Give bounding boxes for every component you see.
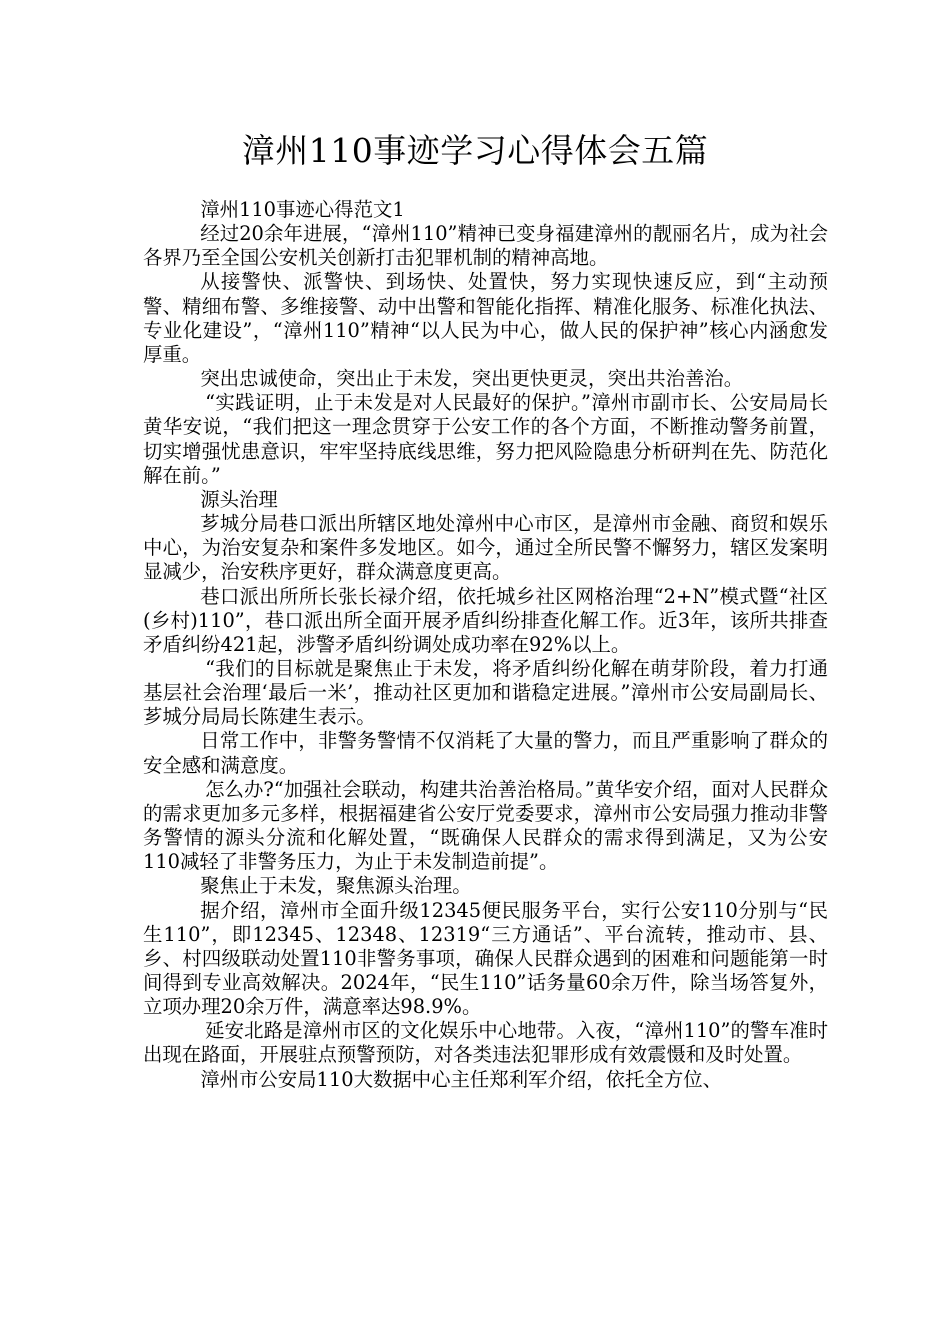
paragraph: 漳州市公安局110大数据中心主任郑利军介绍，依托全方位、 bbox=[200, 1067, 722, 1091]
paragraph: 突出忠诚使命，突出止于未发，突出更快更灵，突出共治善治。 bbox=[200, 367, 744, 391]
document-body bbox=[143, 198, 828, 1092]
paragraph: “实践证明，止于未发是对人民最好的保护。”漳州市副市长、公安局局长黄华安说，“我们把这一理念贯穿于公安工作的各个方面，不断推动警务前置，切实增强忧患意识，牢牢坚持底线思维，努力把风险隐患分析研判在先、防范化解在前。” bbox=[143, 391, 828, 487]
paragraph: 芗城分局巷口派出所辖区地处漳州中心市区，是漳州市金融、商贸和娱乐中心，为治安复杂和案件多发地区。如今，通过全所民警不懈努力，辖区发案明显减少，治安秩序更好，群众满意度更高。 bbox=[143, 512, 828, 584]
paragraph: 巷口派出所所长张长禄介绍，依托城乡社区网格治理“2+N”模式暨“社区(乡村)110”，巷口派出所全面开展矛盾纠纷排查化解工作。近3年，该所共排查矛盾纠纷421起，涉警矛盾纠纷调处成功率在92%以上。 bbox=[143, 584, 828, 656]
paragraph: 聚焦止于未发，聚焦源头治理。 bbox=[200, 874, 472, 898]
paragraph: 怎么办?“加强社会联动，构建共治善治格局。”黄华安介绍，面对人民群众的需求更加多元多样，根据福建省公安厅党委要求，漳州市公安局强力推动非警务警情的源头分流和化解处置，“既确保人民群众的需求得到满足，又为公安110减轻了非警务压力，为止于未发制造前提”。 bbox=[143, 777, 828, 874]
paragraph: 经过20余年进展，“漳州110”精神已变身福建漳州的靓丽名片，成为社会各界乃至全国公安机关创新打击犯罪机制的精神高地。 bbox=[143, 222, 828, 270]
paragraph: “我们的目标就是聚焦止于未发，将矛盾纠纷化解在萌芽阶段，着力打通基层社会治理‘最后一米’，推动社区更加和谐稳定进展。”漳州市公安局副局长、芗城分局局长陈建生表示。 bbox=[143, 656, 828, 729]
document-title: 漳州110事迹学习心得体会五篇 bbox=[241, 131, 709, 170]
paragraph: 延安北路是漳州市区的文化娱乐中心地带。入夜，“漳州110”的警车准时出现在路面，开展驻点预警预防，对各类违法犯罪形成有效震慑和及时处置。 bbox=[143, 1019, 828, 1067]
section-heading: 源头治理 bbox=[200, 487, 278, 511]
section-heading: 漳州110事迹心得范文1 bbox=[200, 198, 405, 221]
paragraph: 据介绍，漳州市全面升级12345便民服务平台，实行公安110分别与“民生110”，即12345、12348、12319“三方通话”、平台流转，推动市、县、乡、村四级联动处置110非警务事项，确保人民群众遇到的困难和问题能第一时间得到专业高效解决。2024年，“民生110”话务量60余万件，除当场答复外，立项办理20余万件，满意率达98.9%。 bbox=[143, 898, 828, 1019]
paragraph: 从接警快、派警快、到场快、处置快，努力实现快速反应，到“主动预警、精细布警、多维接警、动中出警和智能化指挥、精准化服务、标准化执法、专业化建设”，“漳州110”精神“以人民为中心，做人民的保护神”核心内涵愈发厚重。 bbox=[143, 270, 828, 366]
paragraph: 日常工作中，非警务警情不仅消耗了大量的警力，而且严重影响了群众的安全感和满意度。 bbox=[143, 729, 828, 777]
